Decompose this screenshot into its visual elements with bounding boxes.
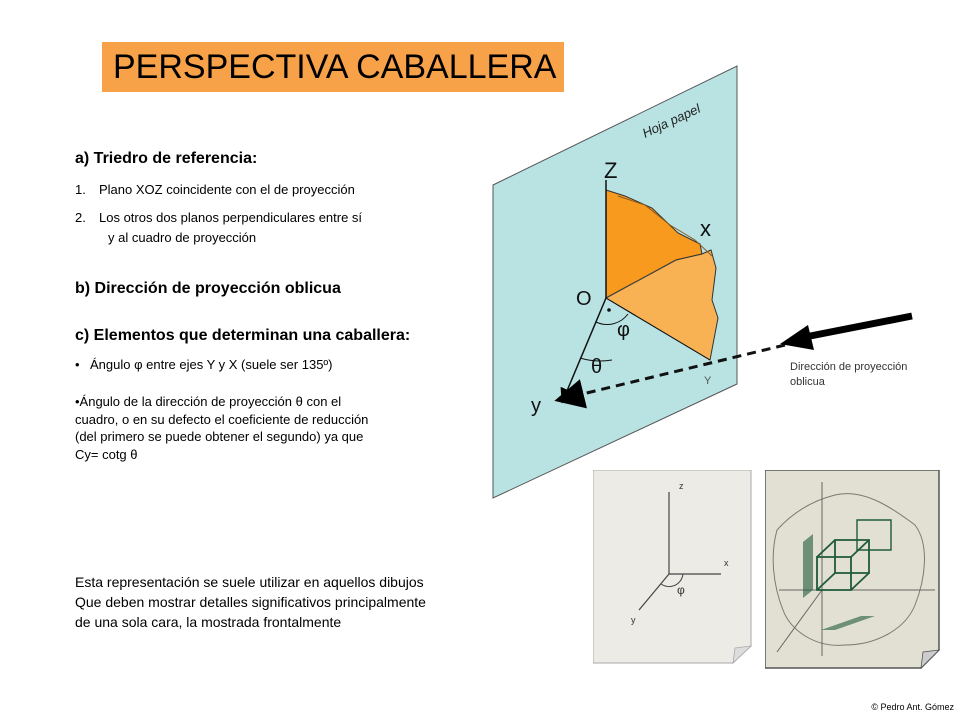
- bullet-2-line: •Ángulo de la dirección de proyección θ con el: [75, 394, 342, 409]
- section-a-heading: a) Triedro de referencia:: [75, 150, 258, 167]
- phi-dot: [607, 308, 611, 312]
- copyright-credit: © Pedro Ant. Gómez: [871, 702, 954, 712]
- sketch-page-curl: [733, 646, 751, 663]
- item-text: Plano XOZ coincidente con el de proyección: [99, 182, 355, 197]
- big-arrow-shaft: [800, 316, 912, 338]
- sketch-y-label: y: [631, 615, 636, 625]
- bullet-icon: •: [75, 357, 80, 372]
- cube-projection-side: [803, 534, 813, 598]
- cube-sketch: [765, 470, 941, 670]
- cube-sketch-paper: [765, 470, 939, 668]
- note-line: Esta representación se suele utilizar en aquellos dibujos: [75, 574, 424, 590]
- note-line: Que deben mostrar detalles significativos principalmente: [75, 594, 426, 610]
- section-c-heading: c) Elementos que determinan una caballera:: [75, 327, 411, 344]
- origin-label: O: [576, 288, 592, 310]
- section-b-heading: b) Dirección de proyección oblicua: [75, 280, 341, 297]
- item-text: Los otros dos planos perpendiculares entre sí: [99, 210, 363, 225]
- x-axis-label: x: [700, 216, 711, 241]
- bullet-2-line: cuadro, o en su defecto el coeficiente de reducción: [75, 411, 369, 427]
- z-axis-label: Z: [604, 158, 618, 183]
- page-title: PERSPECTIVA CABALLERA: [113, 48, 557, 86]
- bullet-2-line: (del primero se puede obtener el segundo) ya que: [75, 429, 364, 444]
- sketch-phi-label: φ: [677, 583, 685, 597]
- sketch-z-label: z: [679, 481, 684, 491]
- direction-label-line-1: Dirección de proyección: [790, 361, 908, 373]
- point-y-label: Y: [704, 375, 712, 387]
- note-line: de una sola cara, la mostrada frontalmente: [75, 614, 342, 630]
- theta-label: θ: [591, 356, 603, 378]
- axes-sketch: [593, 470, 753, 664]
- phi-label: φ: [617, 319, 630, 341]
- item-number: 1.: [75, 182, 86, 197]
- cube-sketch-page-curl: [921, 650, 939, 668]
- section-a-item-2-cont: y al cuadro de proyección: [108, 230, 257, 245]
- y-axis-label: y: [531, 395, 541, 417]
- sketch-x-label: x: [724, 558, 729, 568]
- direction-label-line-2: oblicua: [790, 376, 825, 388]
- item-number: 2.: [75, 210, 86, 225]
- paper-label: Hoja papel: [639, 100, 703, 141]
- bullet-text: Ángulo φ entre ejes Y y X (suele ser 135º): [90, 357, 333, 372]
- bullet-2-line: Cy= cotg θ: [75, 446, 138, 462]
